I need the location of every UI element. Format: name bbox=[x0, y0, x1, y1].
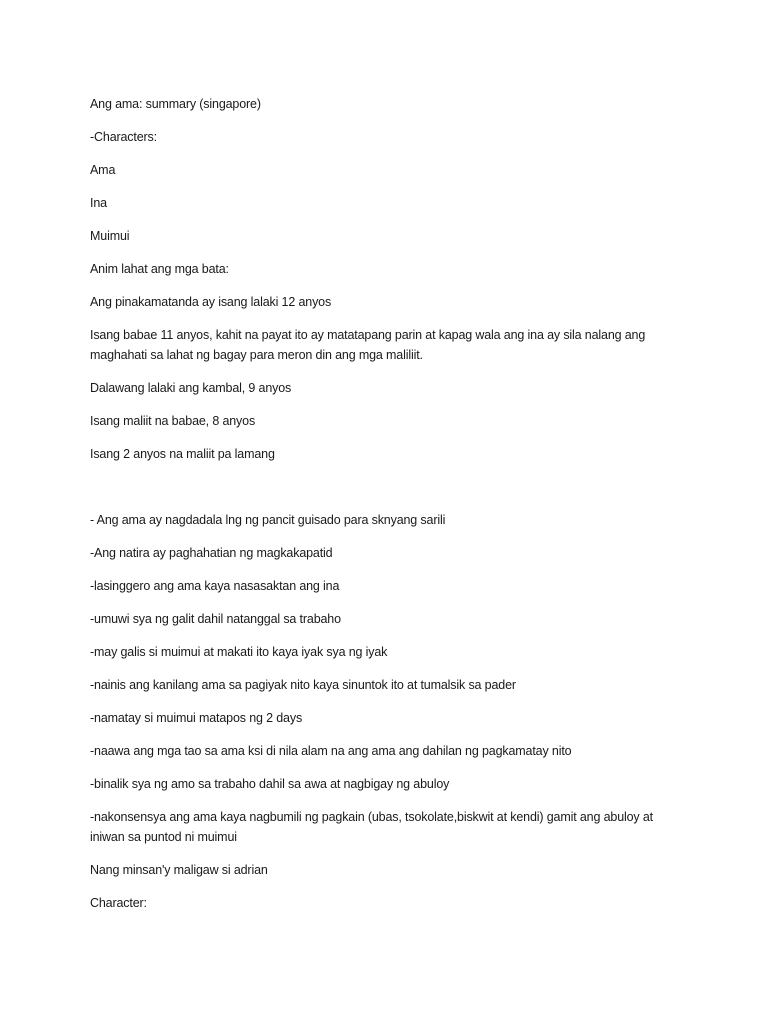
summary-line: -nainis ang kanilang ama sa pagiyak nito kaya sinuntok ito at tumalsik sa pader bbox=[90, 678, 516, 692]
child-toddler: Isang 2 anyos na maliit pa lamang bbox=[90, 447, 275, 461]
summary-line: - Ang ama ay nagdadala lng ng pancit guisado para sknyang sarili bbox=[90, 513, 446, 527]
child-twins: Dalawang lalaki ang kambal, 9 anyos bbox=[90, 381, 292, 395]
child-girl-8: Isang maliit na babae, 8 anyos bbox=[90, 414, 256, 428]
children-heading: Anim lahat ang mga bata: bbox=[90, 262, 229, 276]
child-girl-11: Isang babae 11 anyos, kahit na payat ito ay matatapang parin at kapag wala ang ina ay sila nalang ang maghahati sa lahat ng bagay para meron din ang mga maliliit. bbox=[90, 328, 646, 362]
summary-line: -Ang natira ay paghahatian ng magkakapatid bbox=[90, 546, 333, 560]
summary-line: -namatay si muimui matapos ng 2 days bbox=[90, 711, 303, 725]
characters-heading: -Characters: bbox=[90, 130, 157, 144]
section-heading-adrian: Nang minsan'y maligaw si adrian bbox=[90, 863, 268, 877]
character-ama: Ama bbox=[90, 163, 116, 177]
child-eldest: Ang pinakamatanda ay isang lalaki 12 anyos bbox=[90, 295, 332, 309]
doc-title: Ang ama: summary (singapore) bbox=[90, 97, 261, 111]
character-muimui: Muimui bbox=[90, 229, 130, 243]
blank-line bbox=[90, 477, 680, 510]
document-body bbox=[90, 94, 680, 926]
character-heading: Character: bbox=[90, 896, 147, 910]
summary-line: -may galis si muimui at makati ito kaya iyak sya ng iyak bbox=[90, 645, 388, 659]
summary-line: -binalik sya ng amo sa trabaho dahil sa awa at nagbigay ng abuloy bbox=[90, 777, 450, 791]
summary-line: -umuwi sya ng galit dahil natanggal sa trabaho bbox=[90, 612, 341, 626]
summary-line: -lasinggero ang ama kaya nasasaktan ang ina bbox=[90, 579, 340, 593]
character-ina: Ina bbox=[90, 196, 107, 210]
summary-line: -nakonsensya ang ama kaya nagbumili ng pagkain (ubas, tsokolate,biskwit at kendi) gamit ang abuloy at iniwan sa puntod ni muimui bbox=[90, 810, 653, 844]
summary-line: -naawa ang mga tao sa ama ksi di nila alam na ang ama ang dahilan ng pagkamatay nito bbox=[90, 744, 572, 758]
